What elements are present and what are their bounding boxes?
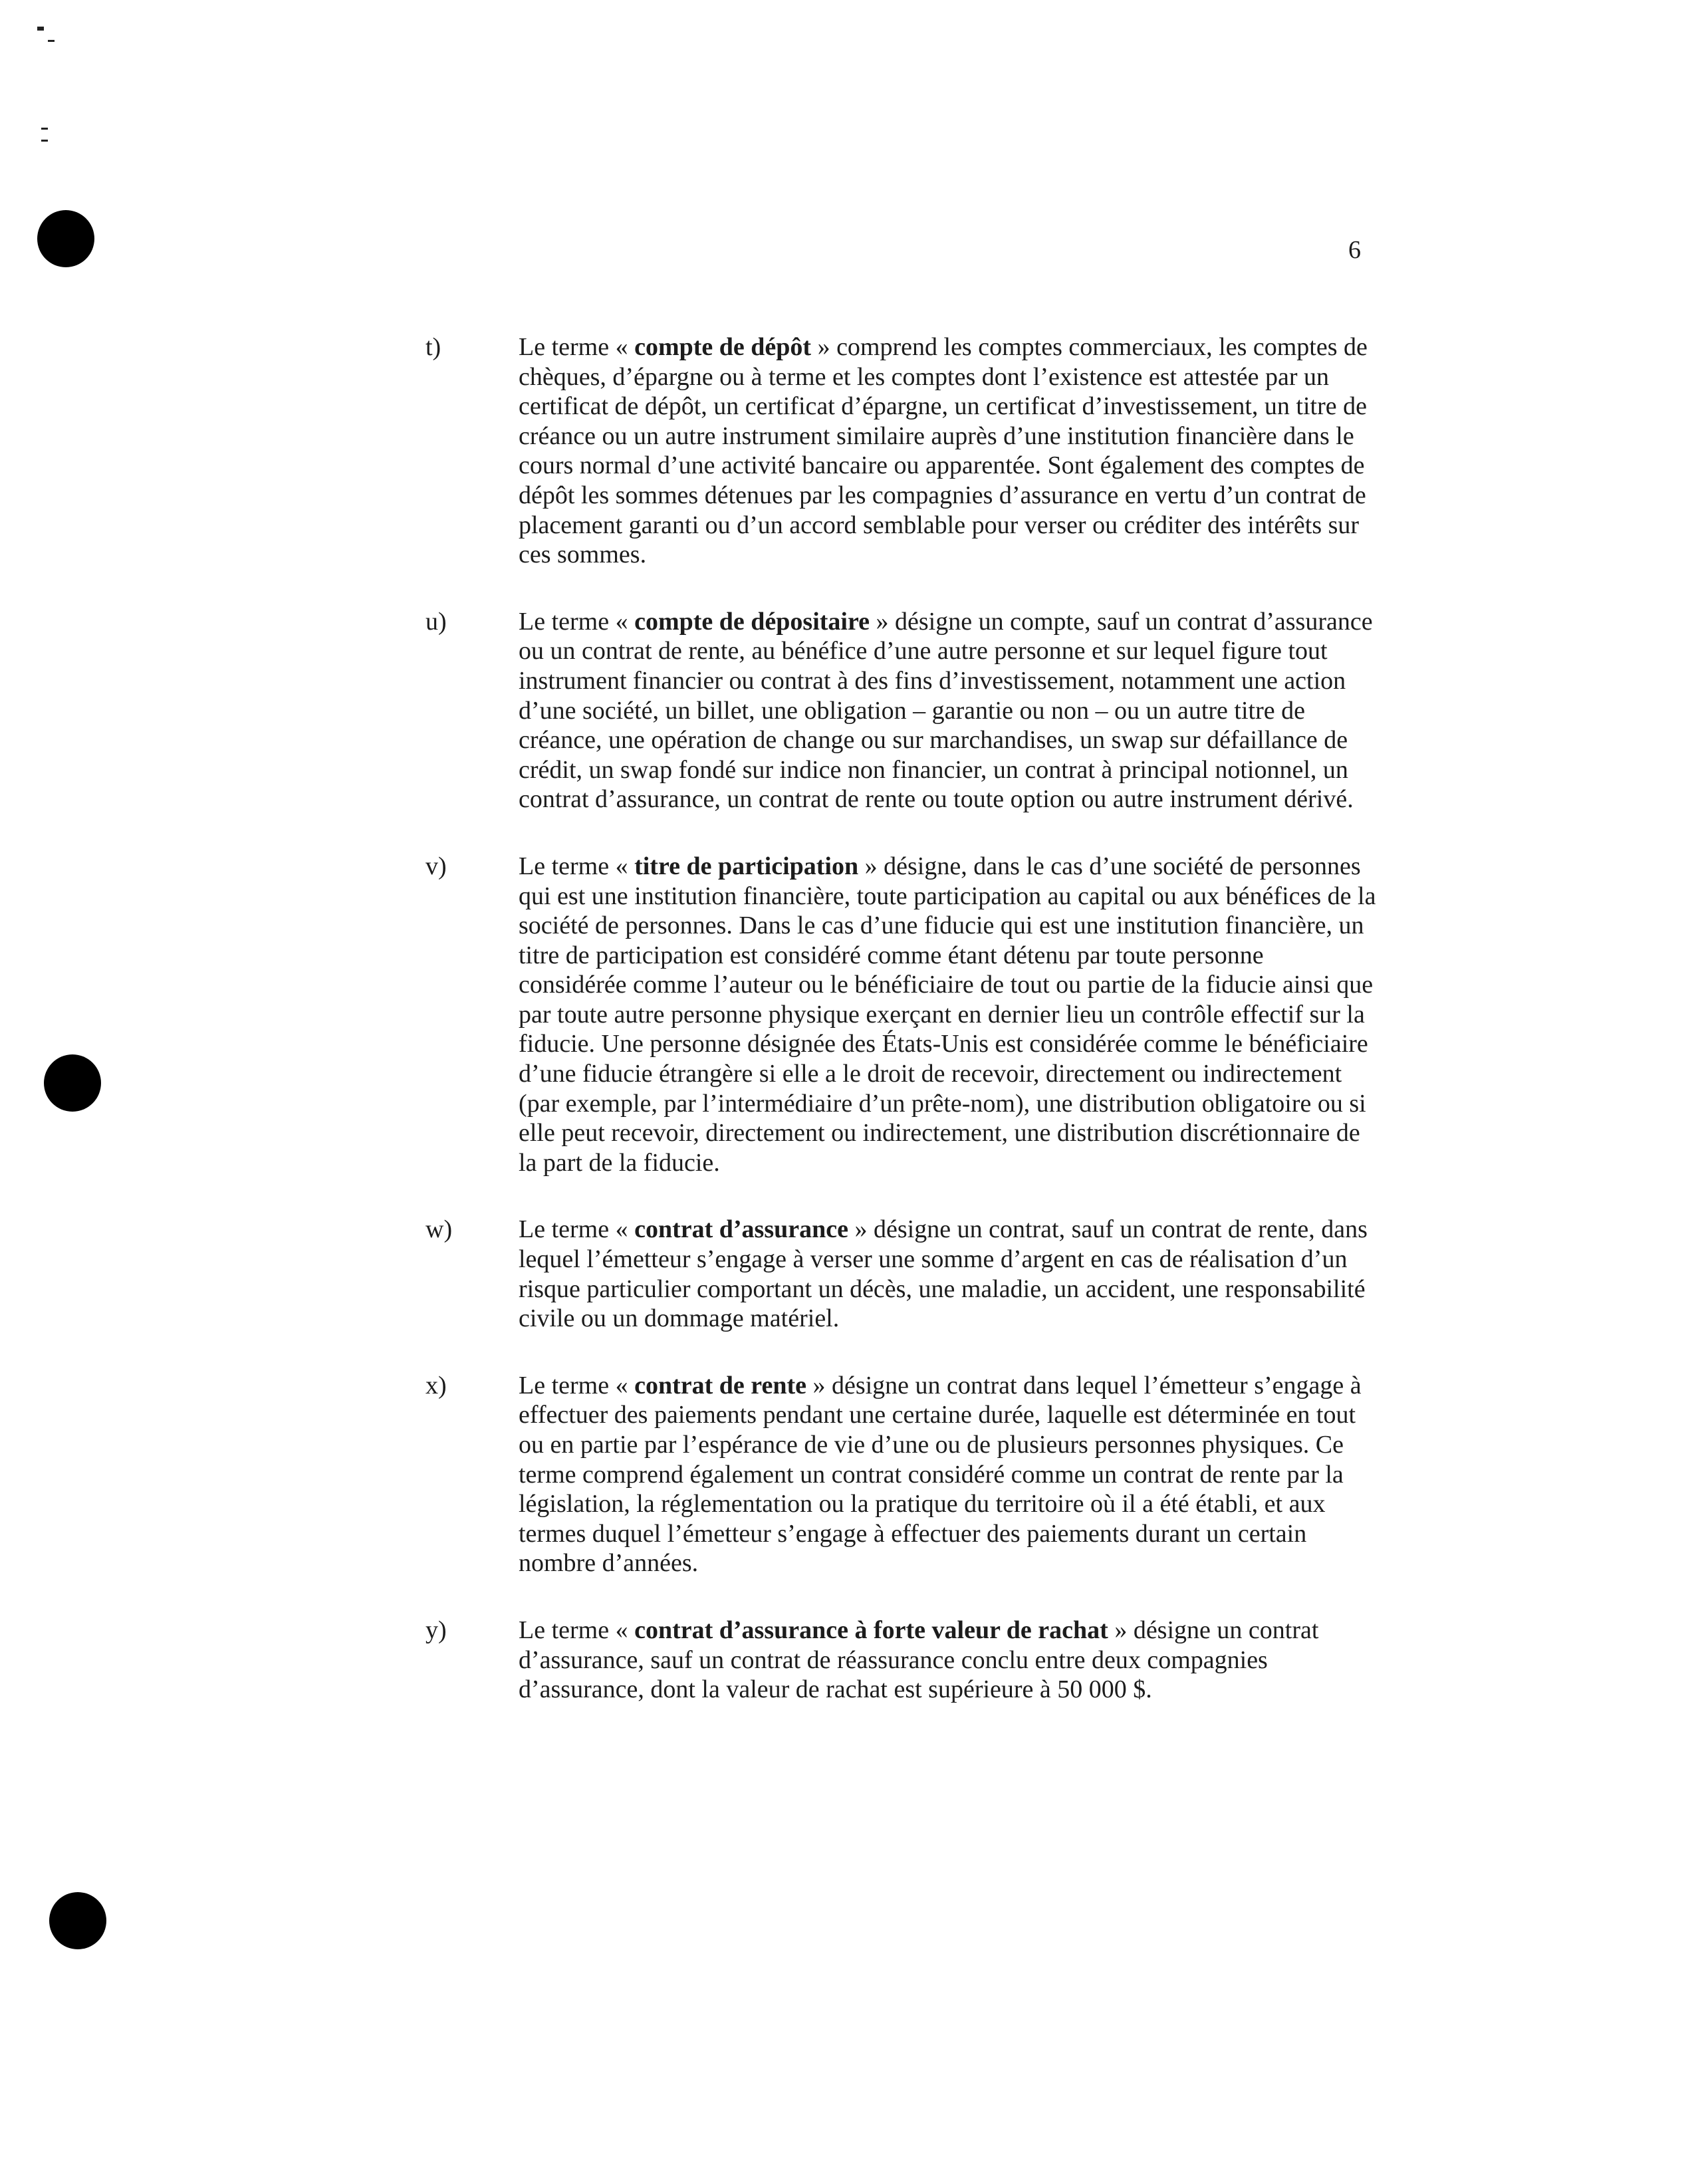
definition-text — [519, 852, 1376, 1178]
definition-intro: Le terme « — [519, 1371, 635, 1399]
definition-text — [519, 607, 1376, 814]
definition-text — [519, 1215, 1376, 1333]
definition-intro: Le terme « — [519, 1215, 635, 1244]
defined-term: contrat de rente — [634, 1371, 806, 1399]
definition-letter: y) — [425, 1616, 447, 1644]
definition-text — [519, 332, 1376, 570]
punch-hole — [49, 1892, 106, 1949]
defined-term: compte de dépositaire — [634, 607, 870, 636]
definition-intro: Le terme « — [519, 1616, 635, 1644]
definition-t — [0, 332, 1694, 570]
defined-term: contrat d’assurance à forte valeur de rachat — [634, 1616, 1108, 1644]
definition-body: » comprend les comptes commerciaux, les comptes de chèques, d’épargne ou à terme et les comptes dont l’existence est attestée par un certificat de dépôt, un certificat d’épargne, un certificat d’investissement, un titre de créance ou un autre instrument similaire auprès d’une institution financière dans le cours normal d’une activité bancaire ou apparentée. Sont également des comptes de dépôt les sommes détenues par les compagnies d’assurance en vertu d’un contrat de placement garanti ou d’un accord semblable pour verser ou créditer des intérêts sur ces sommes. — [519, 333, 1368, 569]
definition-body: » désigne un contrat dans lequel l’émetteur s’engage à effectuer des paiements pendant une certaine durée, laquelle est déterminée en tout ou en partie par l’espérance de vie d’une ou de plusieurs personnes physiques. Ce terme comprend également un contrat considéré comme un contrat de rente par la législation, la réglementation ou la pratique du territoire où il a été établi, et aux termes duquel l’émetteur s’engage à effectuer des paiements durant un certain nombre d’années. — [519, 1371, 1362, 1578]
definition-text — [519, 1616, 1376, 1705]
definition-intro: Le terme « — [519, 852, 635, 880]
scan-artifact — [41, 128, 48, 130]
definition-intro: Le terme « — [519, 607, 635, 636]
definition-letter: t) — [425, 333, 441, 361]
punch-hole — [37, 210, 94, 267]
definition-x — [0, 1371, 1694, 1578]
definition-u — [0, 607, 1694, 814]
definition-letter: x) — [425, 1371, 447, 1399]
definition-letter: u) — [425, 607, 447, 636]
definition-v — [0, 852, 1694, 1178]
defined-term: titre de participation — [634, 852, 859, 880]
definition-body: » désigne un contrat, sauf un contrat de rente, dans lequel l’émetteur s’engage à verser une somme d’argent en cas de réalisation d’un risque particulier comportant un décès, une maladie, un accident, une responsabilité civile ou un dommage matériel. — [519, 1215, 1368, 1333]
definitions-list — [0, 332, 1694, 1742]
scan-artifact — [37, 27, 44, 31]
definition-letter: v) — [425, 852, 447, 880]
defined-term: contrat d’assurance — [634, 1215, 848, 1244]
defined-term: compte de dépôt — [634, 333, 812, 361]
scan-artifact — [41, 140, 48, 142]
scan-artifact — [48, 40, 55, 42]
definition-intro: Le terme « — [519, 333, 635, 361]
definition-text — [519, 1371, 1376, 1578]
definition-body: » désigne un compte, sauf un contrat d’assurance ou un contrat de rente, au bénéfice d’une autre personne et sur lequel figure tout instrument financier ou contrat à des fins d’investissement, notamment une action d’une société, un billet, une obligation – garantie ou non – ou un autre titre de créance, une opération de change ou sur marchandises, un swap sur défaillance de crédit, un swap fondé sur indice non financier, un contrat à principal notionnel, un contrat d’assurance, un contrat de rente ou toute option ou autre instrument dérivé. — [519, 607, 1373, 814]
definition-y — [0, 1616, 1694, 1705]
definition-letter: w) — [425, 1215, 453, 1244]
definition-w — [0, 1215, 1694, 1333]
definition-body: » désigne, dans le cas d’une société de personnes qui est une institution financière, toute participation au capital ou aux bénéfices de la société de personnes. Dans le cas d’une fiducie qui est une institution financière, un titre de participation est considéré comme étant détenu par toute personne considérée comme l’auteur ou le bénéficiaire de tout ou partie de la fiducie ainsi que par toute autre personne physique exerçant en dernier lieu un contrôle effectif sur la fiducie. Une personne désignée des États-Unis est considérée comme le bénéficiaire d’une fiducie étrangère si elle a le droit de recevoir, directement ou indirectement (par exemple, par l’intermédiaire d’un prête-nom), une distribution obligatoire ou si elle peut recevoir, directement ou indirectement, une distribution discrétionnaire de la part de la fiducie. — [519, 852, 1376, 1177]
definition-body: » désigne un contrat d’assurance, sauf un contrat de réassurance conclu entre deux compagnies d’assurance, dont la valeur de rachat est supérieure à 50 000 $. — [519, 1616, 1319, 1704]
page-number: 6 — [1348, 236, 1361, 264]
